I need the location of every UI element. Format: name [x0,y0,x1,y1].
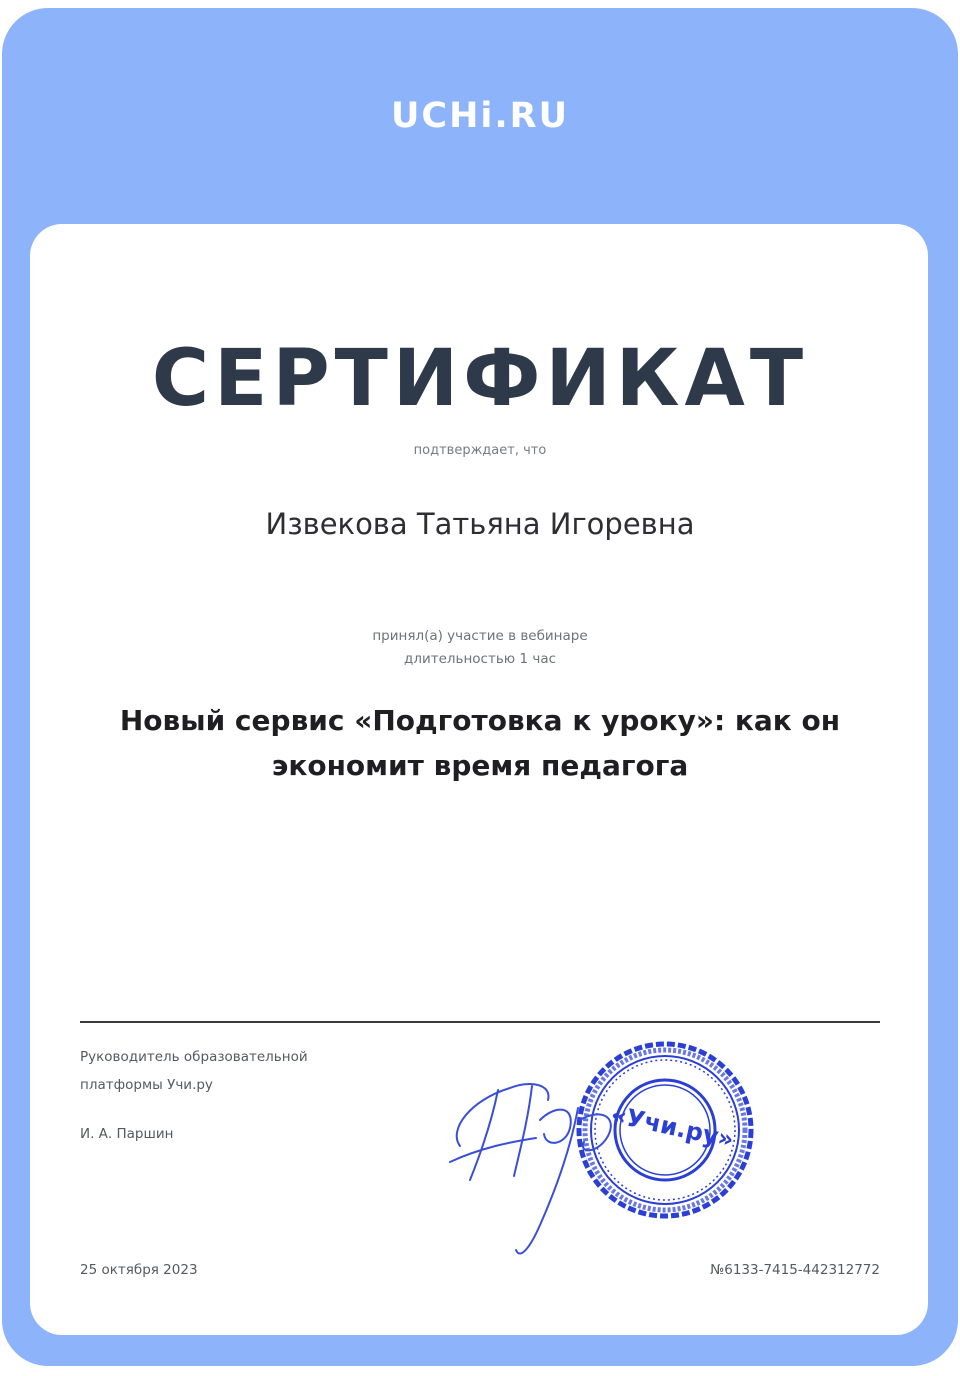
issue-date: 25 октября 2023 [80,1262,198,1278]
recipient-name: Извекова Татьяна Игоревна [265,507,695,541]
participation-line-1: принял(а) участие в вебинаре [372,628,588,644]
certificate-number: №6133-7415-442312772 [710,1262,880,1278]
signer-name: И. А. Паршин [80,1126,174,1142]
webinar-title-line-1: Новый сервис «Подготовка к уроку»: как он [119,704,841,737]
director-signature [440,1050,640,1280]
signer-role-line-2: платформы Учи.ру [80,1077,213,1093]
signature-divider [80,1021,880,1023]
uchi-logo: UCHi.RU [390,96,570,136]
signer-role-line-1: Руководитель образовательной [80,1049,308,1065]
signer-role [80,1043,308,1099]
webinar-title [80,698,880,788]
confirms-text: подтверждает, что [413,443,547,458]
participation-line-2: длительностью 1 час [403,651,557,667]
certificate-title: СЕРТИФИКАТ [151,334,809,424]
webinar-title-line-2: экономит время педагога [271,749,689,782]
seal-center-text: «Учи.ру» [608,1100,737,1154]
participation-text [0,625,960,671]
